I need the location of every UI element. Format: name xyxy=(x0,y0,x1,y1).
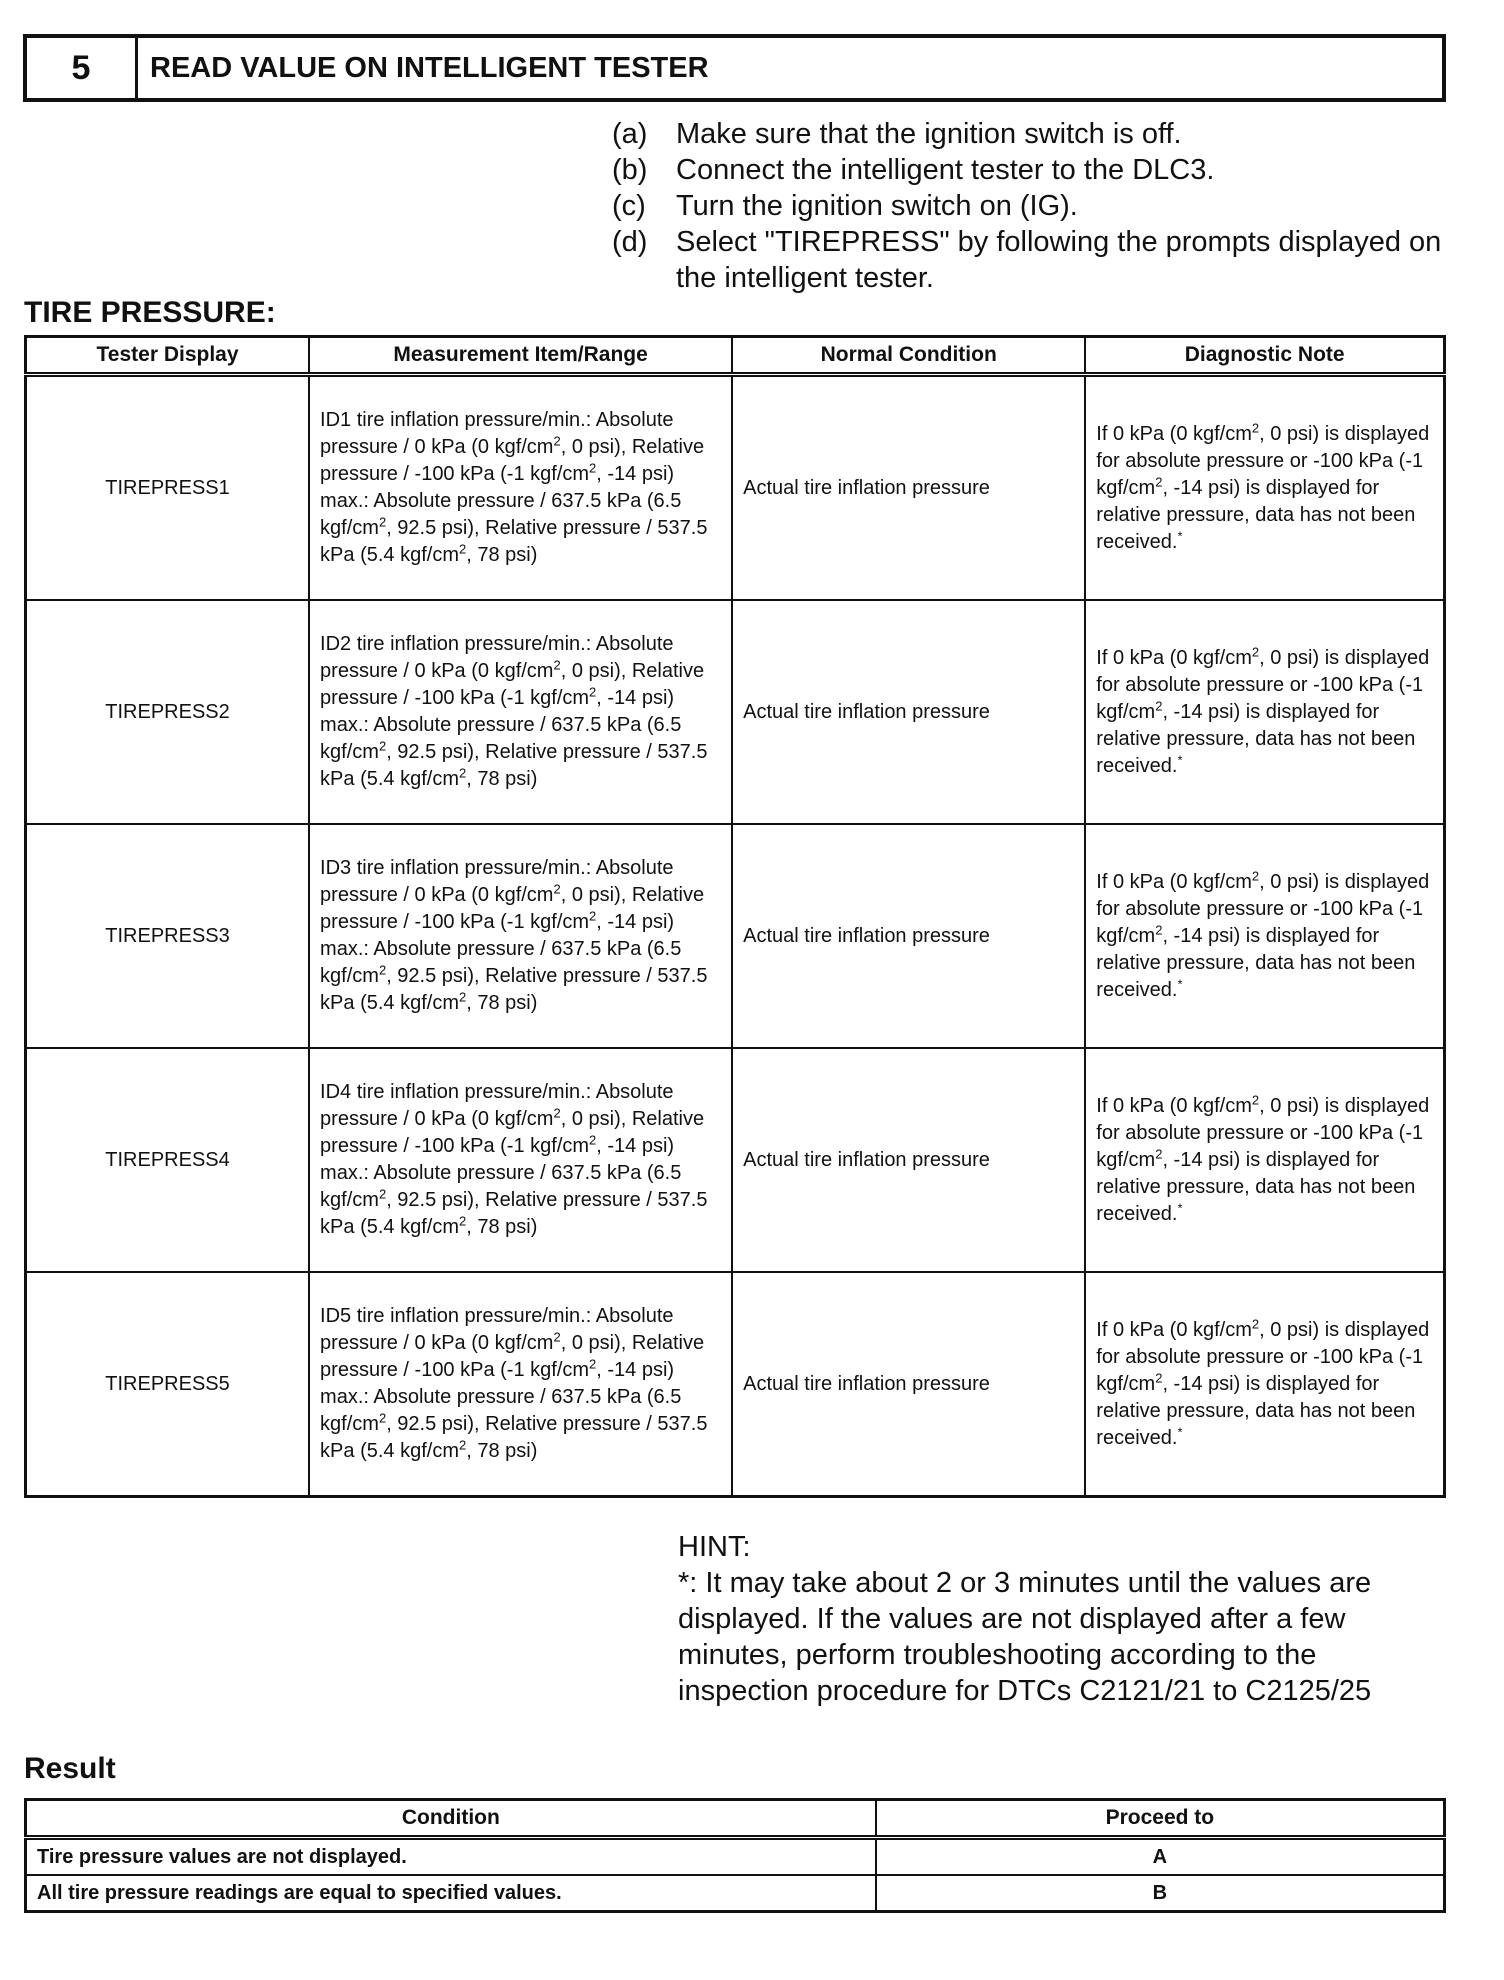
normal-condition-cell xyxy=(732,1272,1085,1497)
measurement-part: , 92.5 psi), Relative pressure / 537.5 kPa (5.4 kgf/cm xyxy=(320,517,708,566)
superscript: 2 xyxy=(1251,867,1260,883)
superscript: 2 xyxy=(553,881,561,897)
step-header xyxy=(23,34,1446,102)
measurement-part: , 0 psi), Relative pressure / -100 kPa (-1 kgf/cm xyxy=(320,436,705,485)
result-table xyxy=(24,1798,1446,1913)
tester-display-cell xyxy=(26,600,310,824)
superscript: 2 xyxy=(589,460,597,476)
normal-condition: Actual tire inflation pressure xyxy=(743,924,990,947)
table-row xyxy=(26,1875,1445,1912)
tester-display-cell xyxy=(26,1272,310,1497)
normal-condition: Actual tire inflation pressure xyxy=(743,476,990,499)
measurement-cell xyxy=(309,1272,732,1497)
footnote-mark: * xyxy=(1177,527,1183,543)
tester-display-cell xyxy=(26,1048,310,1272)
measurement-part: , 78 psi) xyxy=(466,544,538,566)
tester-display: TIREPRESS5 xyxy=(105,1372,230,1395)
instruction-letter: (d) xyxy=(612,226,648,258)
header-condition: Condition xyxy=(26,1800,876,1838)
superscript: 2 xyxy=(378,962,387,978)
diagnostic-note-cell xyxy=(1085,1272,1444,1497)
hint-label: HINT: xyxy=(678,1531,751,1563)
measurement-part: , -14 psi) xyxy=(596,911,675,933)
tester-display: TIREPRESS3 xyxy=(105,924,230,947)
table-row xyxy=(26,1838,1445,1876)
superscript: 2 xyxy=(1155,1145,1163,1161)
diagnostic-note-cell xyxy=(1085,600,1444,824)
hint-text: *: It may take about 2 or 3 minutes until the values are displayed. If the values are not displayed after a few minutes, perform troubleshooting according to the inspection procedure for DTCs C2121/21 to C2125/25 xyxy=(678,1567,1372,1707)
measurement-part: , 78 psi) xyxy=(466,992,538,1014)
diagnostic-note-cell xyxy=(1085,1048,1444,1272)
note-part: , 0 psi) is displayed for absolute pressure or -100 kPa (-1 kgf/cm xyxy=(1096,1094,1430,1171)
superscript: 2 xyxy=(458,541,467,557)
tester-display-cell xyxy=(26,824,310,1048)
normal-condition-cell xyxy=(732,600,1085,824)
result-proceed: B xyxy=(876,1875,1445,1912)
note-part: , -14 psi) is displayed for relative pressure, data has not been received. xyxy=(1096,1372,1416,1449)
superscript: 2 xyxy=(553,1329,561,1345)
diagnostic-note-cell xyxy=(1085,375,1444,601)
diagnostic-note-cell xyxy=(1085,824,1444,1048)
normal-condition: Actual tire inflation pressure xyxy=(743,1372,990,1395)
table-row xyxy=(26,600,1445,824)
note-part: , -14 psi) is displayed for relative pressure, data has not been received. xyxy=(1096,1148,1416,1225)
measurement-part: , 78 psi) xyxy=(466,768,538,790)
superscript: 2 xyxy=(1155,1369,1163,1385)
superscript: 2 xyxy=(378,514,387,530)
superscript: 2 xyxy=(589,1132,597,1148)
normal-condition: Actual tire inflation pressure xyxy=(743,700,990,723)
hint-block xyxy=(678,1529,1438,1709)
instruction-item xyxy=(612,188,1452,224)
note-part: , 0 psi) is displayed for absolute pressure or -100 kPa (-1 kgf/cm xyxy=(1096,1318,1430,1395)
step-number: 5 xyxy=(27,38,138,98)
normal-condition-cell xyxy=(732,824,1085,1048)
superscript: 2 xyxy=(378,1410,387,1426)
superscript: 2 xyxy=(458,1437,467,1453)
result-condition: Tire pressure values are not displayed. xyxy=(26,1838,876,1876)
superscript: 2 xyxy=(553,433,561,449)
table-row xyxy=(26,1272,1445,1497)
superscript: 2 xyxy=(553,657,561,673)
footnote-mark: * xyxy=(1177,1199,1183,1215)
superscript: 2 xyxy=(589,1356,597,1372)
measurement-part: tire inflation pressure/min.: Absolute pressure / 0 kPa (0 kgf/cm xyxy=(320,1081,674,1130)
note-part: , -14 psi) is displayed for relative pressure, data has not been received. xyxy=(1096,924,1416,1001)
measurement-part: tire inflation pressure/min.: Absolute pressure / 0 kPa (0 kgf/cm xyxy=(320,857,674,906)
note-part: , -14 psi) is displayed for relative pressure, data has not been received. xyxy=(1096,700,1416,777)
tire-pressure-table xyxy=(24,335,1446,1498)
superscript: 2 xyxy=(458,1213,467,1229)
table-header-row xyxy=(26,1800,1445,1838)
measurement-part: , 0 psi), Relative pressure / -100 kPa (-1 kgf/cm xyxy=(320,660,705,709)
result-proceed: A xyxy=(876,1838,1445,1876)
measurement-part: , 0 psi), Relative pressure / -100 kPa (-1 kgf/cm xyxy=(320,1332,705,1381)
instruction-letter: (b) xyxy=(612,154,648,186)
instruction-text: Turn the ignition switch on (IG). xyxy=(676,190,1078,222)
superscript: 2 xyxy=(553,1105,561,1121)
note-part: If 0 kPa (0 kgf/cm xyxy=(1096,1318,1252,1341)
measurement-part: tire inflation pressure/min.: Absolute pressure / 0 kPa (0 kgf/cm xyxy=(320,409,674,458)
instruction-letter: (c) xyxy=(612,190,646,222)
measurement-part: , 78 psi) xyxy=(466,1216,538,1238)
measurement-part: , 92.5 psi), Relative pressure / 537.5 kPa (5.4 kgf/cm xyxy=(320,741,708,790)
instruction-text: Select "TIREPRESS" by following the prompts displayed on the intelligent tester. xyxy=(676,226,1442,294)
tester-display: TIREPRESS1 xyxy=(105,476,230,499)
superscript: 2 xyxy=(1251,419,1260,435)
measurement-part: max.: Absolute pressure / 637.5 kPa (6.5 kgf/cm xyxy=(320,1386,682,1435)
measurement-part: , 92.5 psi), Relative pressure / 537.5 kPa (5.4 kgf/cm xyxy=(320,1189,708,1238)
instruction-list xyxy=(612,116,1452,296)
table-row xyxy=(26,824,1445,1048)
tester-display: TIREPRESS4 xyxy=(105,1148,230,1171)
superscript: 2 xyxy=(589,684,597,700)
footnote-mark: * xyxy=(1177,1423,1183,1439)
superscript: 2 xyxy=(1155,473,1163,489)
result-label: Result xyxy=(24,1752,116,1785)
table-row xyxy=(26,1048,1445,1272)
step-title: READ VALUE ON INTELLIGENT TESTER xyxy=(150,51,709,84)
normal-condition: Actual tire inflation pressure xyxy=(743,1148,990,1171)
superscript: 2 xyxy=(458,989,467,1005)
superscript: 2 xyxy=(589,908,597,924)
measurement-part: , -14 psi) xyxy=(596,463,675,485)
measurement-part: max.: Absolute pressure / 637.5 kPa (6.5 kgf/cm xyxy=(320,490,682,539)
instruction-text: Make sure that the ignition switch is off. xyxy=(676,118,1182,150)
id-prefix: ID2 xyxy=(320,633,352,655)
measurement-part: , -14 psi) xyxy=(596,1135,675,1157)
id-prefix: ID4 xyxy=(320,1081,352,1103)
tester-display-cell xyxy=(26,375,310,601)
measurement-part: , 92.5 psi), Relative pressure / 537.5 kPa (5.4 kgf/cm xyxy=(320,965,708,1014)
header-normal-condition: Normal Condition xyxy=(732,337,1085,375)
measurement-cell xyxy=(309,600,732,824)
header-diagnostic-note: Diagnostic Note xyxy=(1085,337,1444,375)
measurement-part: , 0 psi), Relative pressure / -100 kPa (-1 kgf/cm xyxy=(320,884,705,933)
tire-pressure-label: TIRE PRESSURE: xyxy=(24,296,276,329)
instruction-text: Connect the intelligent tester to the DLC3. xyxy=(676,154,1215,186)
tester-display: TIREPRESS2 xyxy=(105,700,230,723)
measurement-cell xyxy=(309,375,732,601)
superscript: 2 xyxy=(378,738,387,754)
superscript: 2 xyxy=(1251,1091,1260,1107)
superscript: 2 xyxy=(1251,1315,1260,1331)
measurement-part: max.: Absolute pressure / 637.5 kPa (6.5 kgf/cm xyxy=(320,714,682,763)
note-part: , 0 psi) is displayed for absolute pressure or -100 kPa (-1 kgf/cm xyxy=(1096,646,1430,723)
note-part: , -14 psi) is displayed for relative pressure, data has not been received. xyxy=(1096,476,1416,553)
superscript: 2 xyxy=(458,765,467,781)
note-part: If 0 kPa (0 kgf/cm xyxy=(1096,422,1252,445)
table-row xyxy=(26,375,1445,601)
note-part: If 0 kPa (0 kgf/cm xyxy=(1096,646,1252,669)
header-tester-display: Tester Display xyxy=(26,337,310,375)
footnote-mark: * xyxy=(1177,975,1183,991)
footnote-mark: * xyxy=(1177,751,1183,767)
header-measurement: Measurement Item/Range xyxy=(309,337,732,375)
measurement-part: , 0 psi), Relative pressure / -100 kPa (-1 kgf/cm xyxy=(320,1108,705,1157)
measurement-part: tire inflation pressure/min.: Absolute pressure / 0 kPa (0 kgf/cm xyxy=(320,633,674,682)
id-prefix: ID3 xyxy=(320,857,352,879)
superscript: 2 xyxy=(378,1186,387,1202)
measurement-cell xyxy=(309,824,732,1048)
note-part: , 0 psi) is displayed for absolute pressure or -100 kPa (-1 kgf/cm xyxy=(1096,870,1430,947)
id-prefix: ID5 xyxy=(320,1305,352,1327)
header-proceed-to: Proceed to xyxy=(876,1800,1445,1838)
measurement-part: tire inflation pressure/min.: Absolute pressure / 0 kPa (0 kgf/cm xyxy=(320,1305,674,1354)
note-part: If 0 kPa (0 kgf/cm xyxy=(1096,870,1252,893)
measurement-part: , -14 psi) xyxy=(596,687,675,709)
measurement-part: max.: Absolute pressure / 637.5 kPa (6.5 kgf/cm xyxy=(320,938,682,987)
instruction-item xyxy=(612,224,1452,296)
note-part: , 0 psi) is displayed for absolute pressure or -100 kPa (-1 kgf/cm xyxy=(1096,422,1430,499)
superscript: 2 xyxy=(1155,921,1163,937)
normal-condition-cell xyxy=(732,1048,1085,1272)
measurement-cell xyxy=(309,1048,732,1272)
id-prefix: ID1 xyxy=(320,409,352,431)
normal-condition-cell xyxy=(732,375,1085,601)
measurement-part: , -14 psi) xyxy=(596,1359,675,1381)
measurement-part: max.: Absolute pressure / 637.5 kPa (6.5 kgf/cm xyxy=(320,1162,682,1211)
instruction-item xyxy=(612,116,1452,152)
table-header-row xyxy=(26,337,1445,375)
measurement-part: , 92.5 psi), Relative pressure / 537.5 kPa (5.4 kgf/cm xyxy=(320,1413,708,1462)
note-part: If 0 kPa (0 kgf/cm xyxy=(1096,1094,1252,1117)
instruction-letter: (a) xyxy=(612,118,648,150)
instruction-item xyxy=(612,152,1452,188)
superscript: 2 xyxy=(1251,643,1260,659)
result-condition: All tire pressure readings are equal to specified values. xyxy=(26,1875,876,1912)
measurement-part: , 78 psi) xyxy=(466,1440,538,1462)
superscript: 2 xyxy=(1155,697,1163,713)
